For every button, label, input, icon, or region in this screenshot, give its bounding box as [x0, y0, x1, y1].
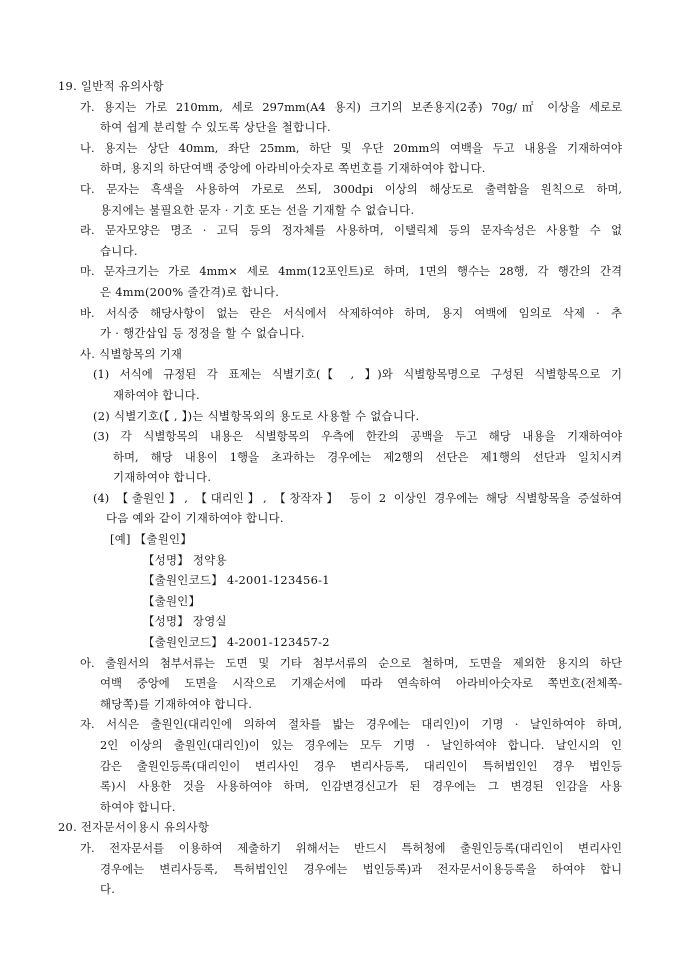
text-line: 아. 출원서의 첨부서류는 도면 및 기타 첨부서류의 순으로 철하며, 도면을 제외한 용지의 하단 — [80, 655, 622, 670]
text-line: 20. 전자문서이용시 유의사항 — [58, 820, 210, 835]
text-line: 하여 쉽게 분리할 수 있도록 상단을 철합니다. — [100, 120, 331, 135]
text-line: (1) 서식에 규정된 각 표제는 식별기호(【 , 】)와 식별항목명으로 구성된 식별항목으로 기 — [93, 367, 622, 382]
text-line: 용지에는 불필요한 문자 · 기호 또는 선을 기재할 수 없습니다. — [100, 202, 415, 217]
text-line: 가 · 행간삽입 등 정정을 할 수 없습니다. — [100, 326, 305, 341]
text-line: (4) 【출원인】, 【대리인】, 【창작자】 등이 2 이상인 경우에는 해당 식별항목을 증설하여 — [93, 490, 622, 505]
text-line: (3) 각 식별항목의 내용은 식별항목의 우측에 한칸의 공백을 두고 해당 내용을 기재하여야 — [93, 429, 622, 444]
text-line: 사. 식별항목의 기재 — [80, 346, 183, 361]
text-line: 가. 용지는 가로 210mm, 세로 297mm(A4 용지) 크기의 보존용지(2종) 70g/㎡ 이상을 세로로 — [80, 99, 622, 114]
text-line: [예] 【출원인】 — [110, 532, 193, 547]
text-line: 나. 용지는 상단 40mm, 좌단 25mm, 하단 및 우단 20mm의 여백을 두고 내용을 기재하여야 — [80, 140, 622, 155]
text-line: 다. 문자는 흑색을 사용하여 가로로 쓰되, 300dpi 이상의 해상도로 출력함을 원칙으로 하며, — [80, 181, 622, 196]
text-line: 【출원인코드】 4-2001-123456-1 — [143, 573, 330, 588]
text-line: 다. — [100, 882, 116, 897]
text-line: 하여야 합니다. — [100, 799, 176, 814]
text-line: 라. 문자모양은 명조 · 고딕 등의 정자체를 사용하며, 이탤릭체 등의 문자속성은 사용할 수 없 — [80, 223, 622, 238]
text-line: 가. 전자문서를 이용하여 제출하기 위해서는 반드시 특허청에 출원인등록(대리인이 변리사인 — [80, 840, 622, 855]
text-line: 은 4mm(200% 줄간격)로 합니다. — [100, 284, 280, 299]
text-line: 【성명】 정약용 — [143, 552, 227, 567]
document-body — [0, 76, 680, 900]
text-line: 습니다. — [100, 243, 138, 258]
text-line: 【출원인】 — [143, 593, 201, 608]
text-line: 바. 서식중 해당사항이 없는 란은 서식에서 삭제하여야 하며, 용지 여백에 임의로 삭제 · 추 — [80, 305, 622, 320]
text-line: 경우에는 변리사등록, 특허법인인 경우에는 법인등록)과 전자문서이용등록을 하여야 합니 — [100, 861, 622, 876]
text-line: 19. 일반적 유의사항 — [58, 79, 164, 93]
text-line: 록)시 사용한 것을 사용하여야 하며, 인감변경신고가 된 경우에는 그 변경된 인감을 사용 — [100, 779, 622, 794]
text-line: 하며, 해당 내용이 1행을 초과하는 경우에는 제2행의 선단은 제1행의 선단과 일치시켜 — [113, 449, 622, 464]
text-line: 자. 서식은 출원인(대리인에 의하여 절차를 밟는 경우에는 대리인)이 기명 · 날인하여야 하며, — [80, 717, 622, 732]
text-line: 하며, 용지의 하단여백 중앙에 아라비아숫자로 쪽번호를 기재하여야 합니다. — [100, 161, 486, 176]
text-line: 2인 이상의 출원인(대리인)이 있는 경우에는 모두 기명 · 날인하여야 합니다. 날인시의 인 — [100, 738, 622, 752]
text-line: 재하여야 합니다. — [113, 387, 200, 402]
text-line: 다음 예와 같이 기재하여야 합니다. — [106, 511, 284, 526]
text-line: 감은 출원인등록(대리인이 변리사인 경우 변리사등록, 대리인이 특허법인인 경우 법인등 — [100, 758, 622, 773]
text-line: 여백 중앙에 도면을 시작으로 기재순서에 따라 연속하여 아라비아숫자로 쪽번호(전체쪽- — [100, 676, 622, 691]
text-line: 해당쪽)를 기재하여야 합니다. — [100, 696, 253, 711]
text-line: 【성명】 장영실 — [143, 614, 227, 629]
text-line: 기재하여야 합니다. — [113, 470, 212, 485]
text-line: (2) 식별기호(【 , 】)는 식별항목외의 용도로 사용할 수 없습니다. — [93, 408, 420, 423]
text-line: 마. 문자크기는 가로 4mm× 세로 4mm(12포인트)로 하며, 1면의 행수는 28행, 각 행간의 간격 — [80, 264, 622, 279]
text-line: 【출원인코드】 4-2001-123457-2 — [143, 635, 330, 650]
